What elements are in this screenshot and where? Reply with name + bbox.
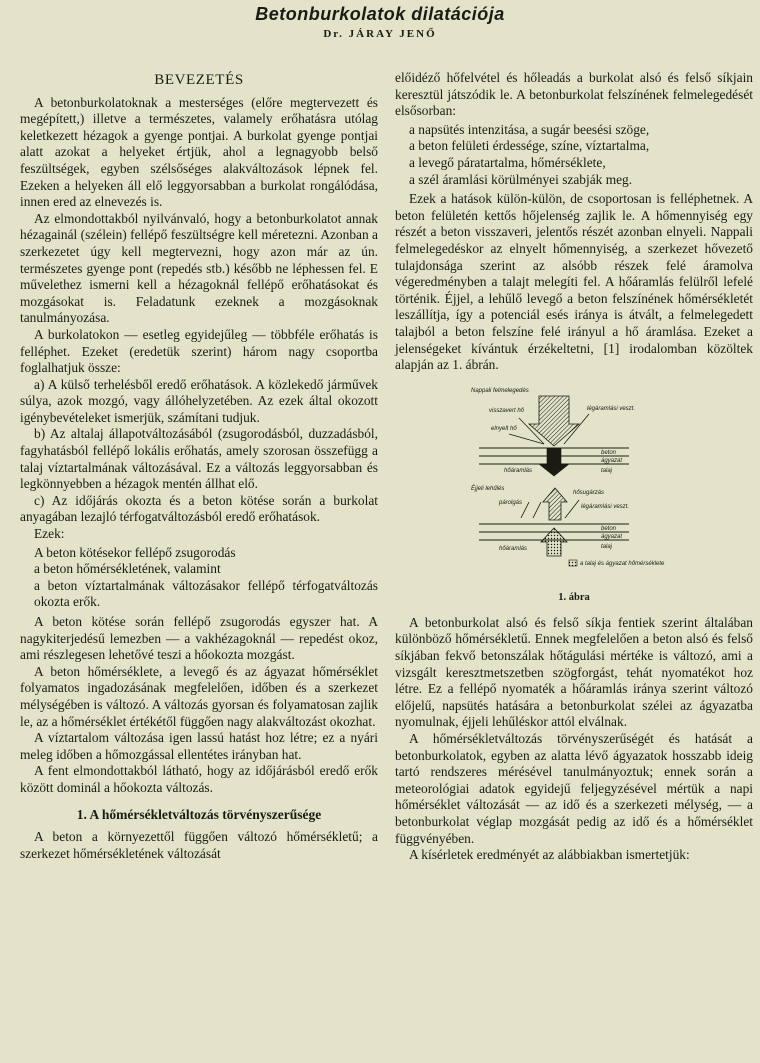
label-reflect: visszavert hő [489,407,525,414]
night-title-label: Éjjeli lehűlés [471,485,505,492]
article-author: Dr. JÁRAY JENŐ [323,28,437,40]
day-heating-diagram [471,388,635,476]
label-flow: hőáramlás [499,545,528,552]
factor-list [395,122,753,188]
paragraph: A betonburkolat alsó és felső síkja fentiek szerint általában különböző hőmérsékletű. Ennek megfelelően a beton alsó és felső síkjában fekvő betonszálak hőtágulási mértéke is változó, ami a vizsgált keresztmetszetben szögforgást, tehát nyomatékot hoz létre. Ez a fellépő nyomaték a hőáramlás iránya szerint változó előjelű, napsütés hatására a betonburkolat szélei az ágyazatba nyomulnak, éjjeli lehűléskor attól elválnak. [395,614,753,730]
evaporation-line [533,502,541,518]
paragraph: A beton kötése során fellépő zsugorodás egyszer hat. A nagykiterjedésű lemezben — a vakhézagoknál — repedést okoz, ami részlegesen lehetővé teszi a hőokozta mozgást. [20,614,378,663]
list-item: a levegő páratartalma, hőmérséklete, [409,154,606,170]
label-beton: beton [601,525,617,532]
list-item: a napsütés intenzitása, a sugár beesési szöge, [409,121,650,137]
paragraph: b) Az altalaj állapotváltozásából (zsugorodásból, duzzadásból, fagyhatásból fellépő lokális erőhatás, amely szorosan összefügg a talaj víztartalmának változásával. Ez a változás leggyorsabban és legkönnyebben a hézagok mentén állhat elő. [20,426,378,492]
paragraph: A víztartalom változása igen lassú hatást hoz létre; ez a nyári meleg időben a hőmozgással ellentétes irányban hat. [20,730,378,762]
paragraph: c) Az időjárás okozta és a beton kötése során a burkolat anyagában lezajló térfogatváltozásból eredő erőhatások. [20,492,378,525]
figure-1 [395,384,753,607]
loss-line [565,500,579,518]
right-column [395,70,753,864]
label-beton: beton [601,449,617,456]
paragraph: A hőmérsékletváltozás törvényszerűségét és hatását a betonburkolatok, egyben az alatta lévő ágyazatok hosszabb ideig tartó rendszeres mérésével tanulmányoztuk; ennek során a meteorológiai adatok egyidejű feljegyzésével mértük a napi hőmérséklet változását — az idő és a szerkezeti mélység, — a betonburkolat véglap mozgását pedig az idő és a hőmérséklet függvényében. [395,731,753,846]
label-radiation: hősugárzás [573,489,605,496]
article-title: Betonburkolatok dilatációja [255,4,505,24]
figure-caption: 1. ábra [558,592,590,604]
label-evap: párolgás [499,499,523,506]
evaporation-line [521,502,529,518]
label-flow: hőáramlás [504,467,533,474]
section-heading-intro: BEVEZETÉS [154,72,244,88]
downward-flow-arrow [539,448,569,476]
list-item: a beton víztartalmának változásakor fellépő térfogatváltozás okozta erők. [34,577,378,610]
upward-radiation-arrow [543,488,567,520]
legend-label: a talaj és ágyazat hőmérséklete [580,560,665,567]
paragraph: előidéző hőfelvétel és hőleadás a burkolat alsó és felső síkjain keresztül játszódik le. A betonburkolat felszínének felmelegedését elsősorban: [395,70,753,119]
left-column [20,72,378,862]
force-list [20,545,378,611]
label-agyazat: ágyazat [601,533,623,540]
list-item: A beton kötésekor fellépő zsugorodás [34,544,236,560]
paragraph: A burkolatokon — esetleg egyidejűleg — többféle erőhatás is felléphet. Ezeket (eredetük szerint) három nagy csoportba foglalhatjuk össze: [20,326,378,376]
paragraph: A beton hőmérséklete, a levegő és az ágyazat hőmérséklet folyamatos ingadozásának megfelelően, időben és a szerkezet mélységében is változó. A változás gyorsan és folyamatosan zajlik le, az a hőmérséklet értékétől függően nagy alakváltozást okozhat. [20,663,378,729]
paragraph: Az elmondottakból nyilvánvaló, hogy a betonburkolatot annak hézagainál (szélein) fellépő feszültségre kell méretezni. Azonban a szerkezetet úgy kell megtervezni, hogy azon már az ún. természetes gyenge pont (repedés stb.) később ne léphessen fel. E művelethez ismerni kell a hézagoknál fellépő erőhatásokat és mozgásokat is. Feladatunk ezeknek a mozgásoknak tanulmányozása. [20,210,378,326]
absorbed-heat-arrow [529,396,579,446]
label-radiate: légáramlási veszt. [587,405,636,412]
label-agyazat: ágyazat [601,457,623,464]
paragraph: A beton a környezettől függően változó hőmérsékletű; a szerkezet hőmérsékletének változását [20,829,378,861]
paragraph: a) A külső terhelésből eredő erőhatások. A közlekedő járművek súlya, azok mozgó, vagy állóhelyzetében. Az ezek által okozott igénybevételeket ismerjük, számítani tudjuk. [20,376,378,425]
heat-flow-diagram [469,384,679,584]
paragraph: A betonburkolatoknak a mesterséges (előre megtervezett és megépített,) illetve a természetes, valamely erőhatásra utólag keletkezett hézagok a gyenge pontjai. A burkolat gyenge pontjai alatt azokat a helyeket értjük, ahol a legnagyobb belső feszültségek, egyben szélsőséges alakváltozások lépnek fel. Ezeken a helyeken áll elő leggyorsabban a burkolat rongálódása, innen ered az elnevezés is. [20,94,378,210]
list-item: a beton hőmérsékletének, valamint [34,561,221,577]
paragraph: Ezek: [34,526,65,542]
legend-swatch [569,560,577,566]
label-talaj: talaj [601,543,613,550]
label-talaj: talaj [601,467,613,474]
list-item: a beton felületi érdessége, színe, víztartalma, [409,138,650,154]
label-loss: légáramlási veszt. [581,503,630,510]
section-heading-1: 1. A hőmérsékletváltozás törvényszerűsége [76,806,322,822]
night-cooling-diagram [471,485,665,567]
paragraph: Ezek a hatások külön-külön, de csoportosan is felléphetnek. A beton felületén kettős hőjelenség zajlik le. A hőmennyiség egy részét a beton visszaveri, jelentős részét azonban elnyeli. Nappali felmelegedéskor az elnyelt hőmennyiség, a szerkezet hővezető tulajdonsága szerint az alsóbb részek felé áramolva végeredményben a talajt melegíti fel. A hőáramlás felülről lefelé történik. Éjjel, a lehűlő levegő a beton felszínének hőmérsékletét leszállítja, így a potenciál esés iránya is átvált, a felmelegedett talajból a beton felszíne felé irányul a hő áramlása. Ezeket a jelenségeket kívántuk érzékeltetni, [1] irodalomban közöltek alapján az 1. ábrán. [395,191,753,373]
paragraph: A kísérletek eredményét az alábbiakban ismertetjük: [409,847,690,863]
label-absorb: elnyelt hő [491,425,517,432]
list-item: a szél áramlási körülményei szabják meg. [409,171,633,187]
paragraph: A fent elmondottakból látható, hogy az időjárásból eredő erők között dominál a hőokozta változás. [20,763,378,795]
day-title-label: Nappali felmelegedés [471,387,529,394]
